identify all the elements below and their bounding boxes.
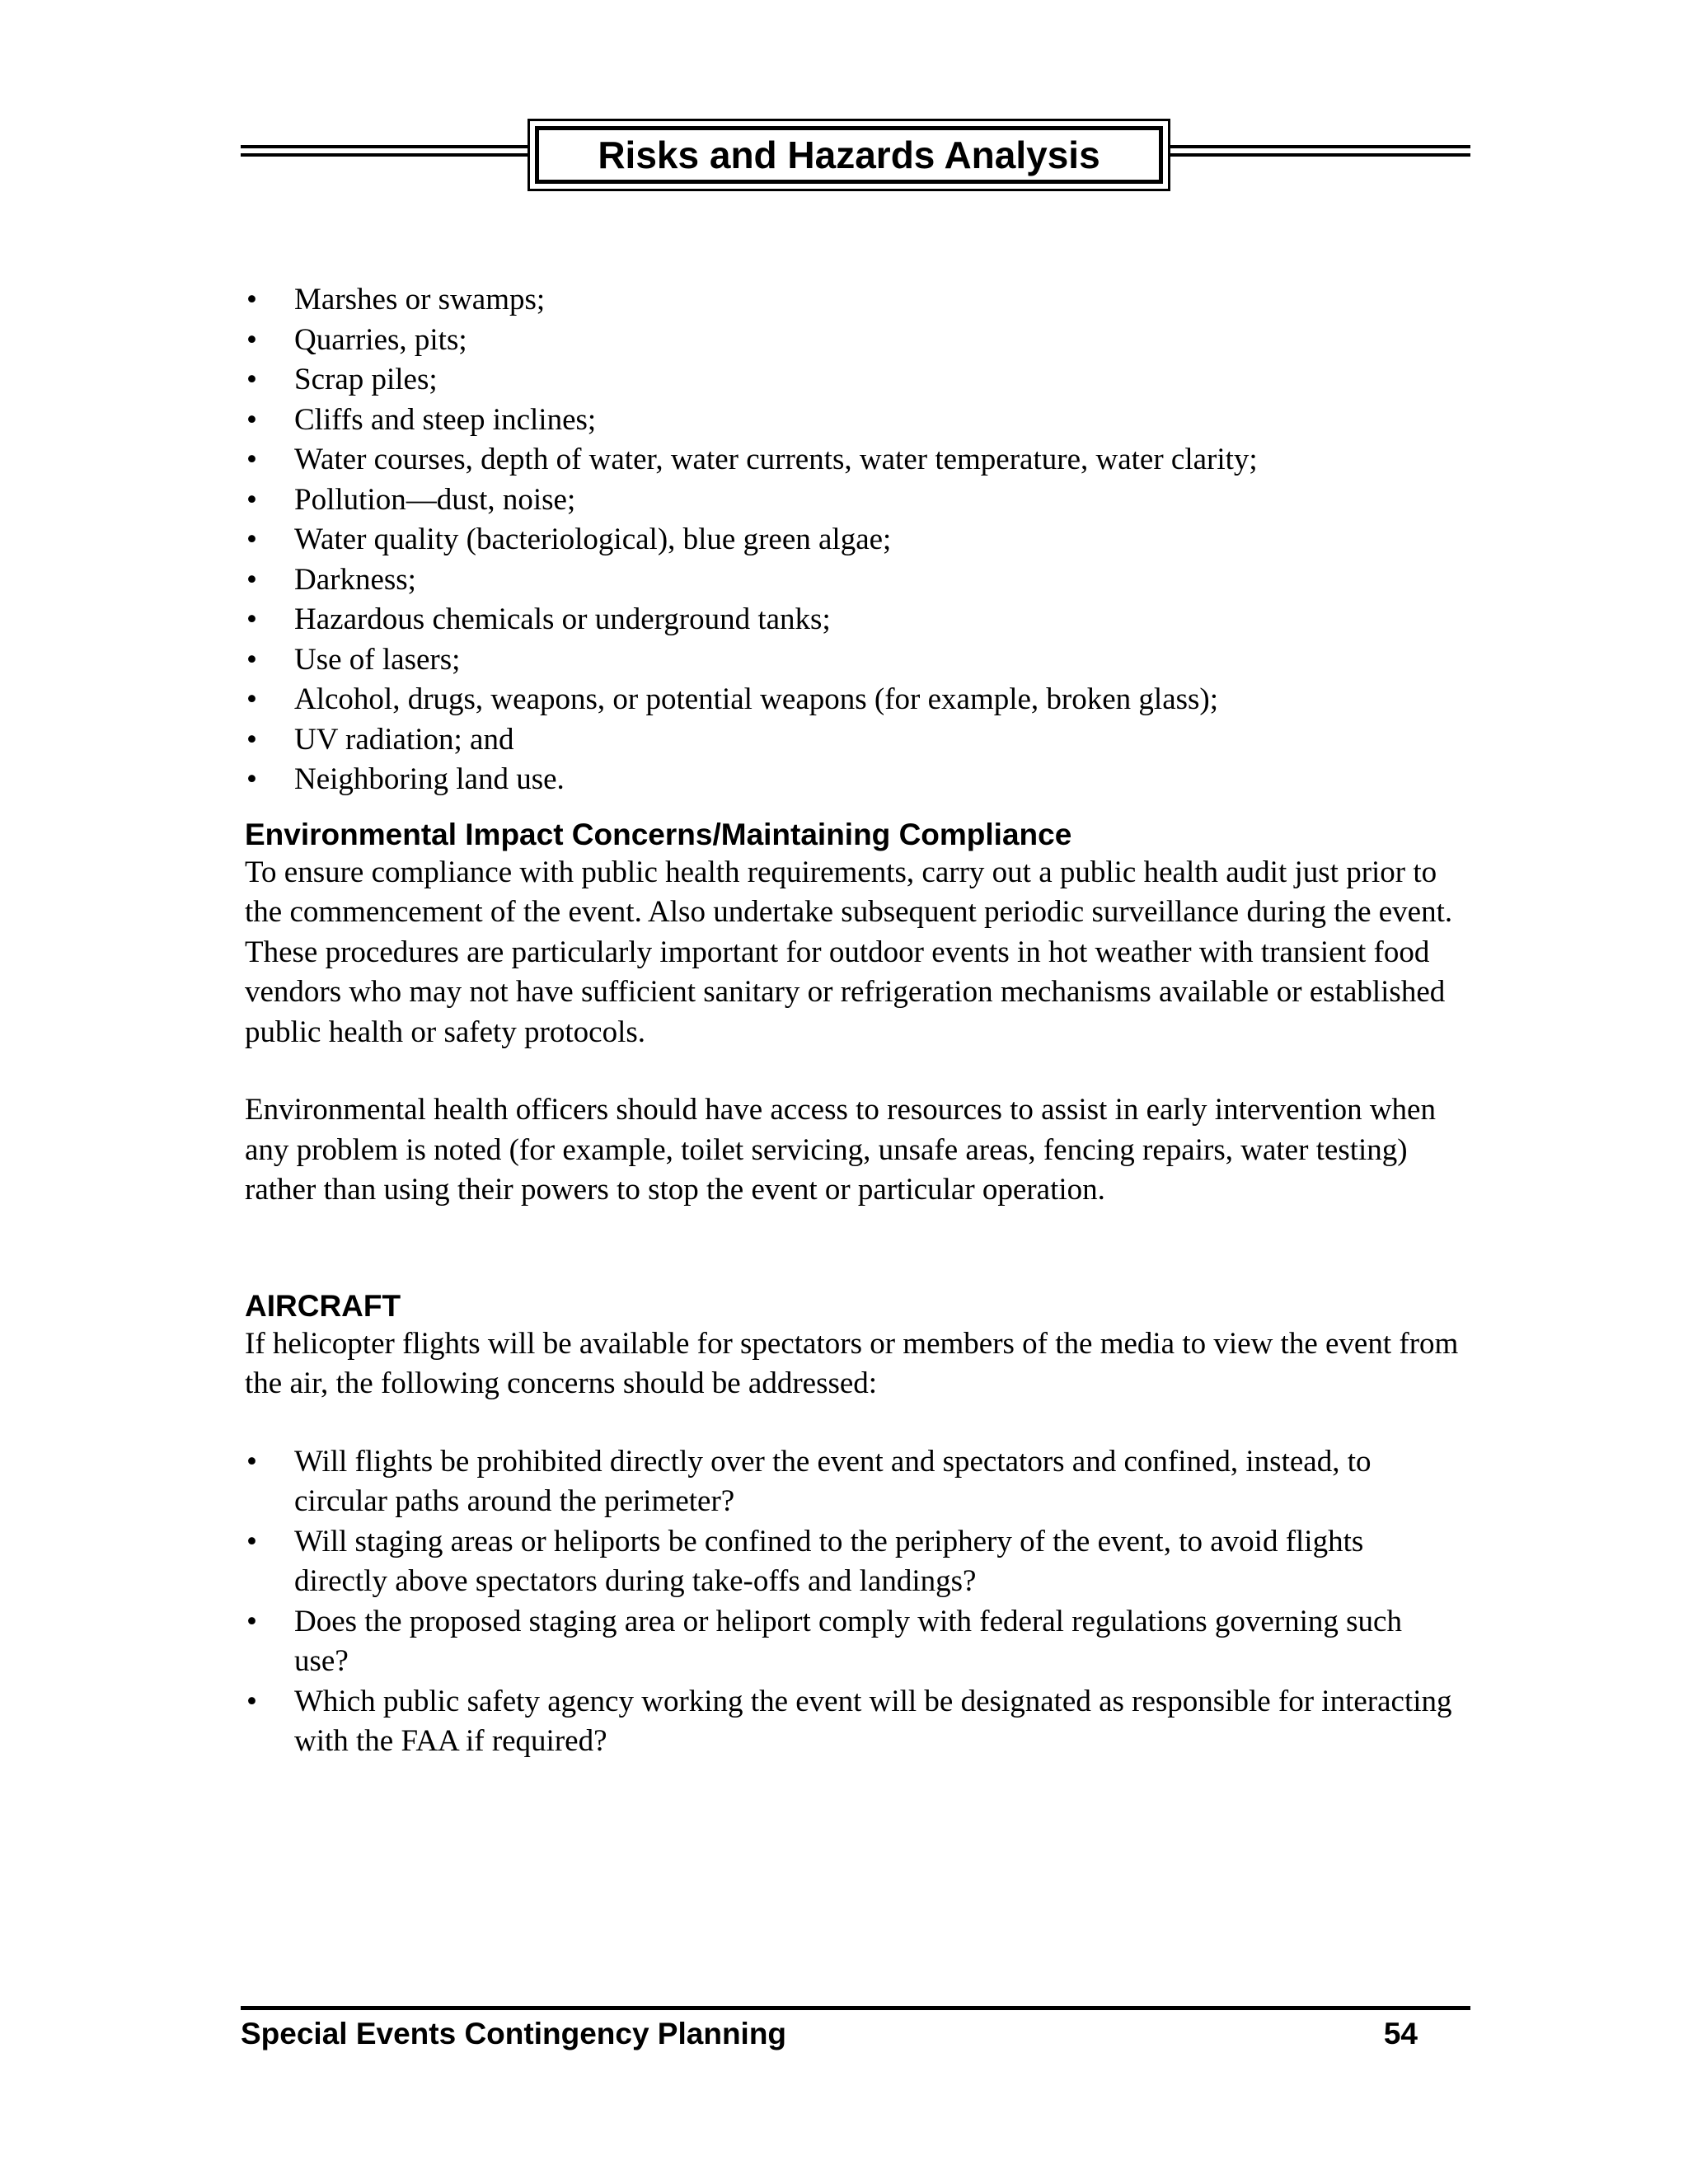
bullet-icon: • bbox=[246, 562, 257, 597]
hazards-list bbox=[245, 280, 1465, 800]
list-item bbox=[245, 440, 1465, 480]
list-item-text: Does the proposed staging area or heliport comply with federal regulations governing such use? bbox=[294, 1604, 1402, 1678]
list-item bbox=[245, 280, 1465, 321]
page-title: Risks and Hazards Analysis bbox=[535, 126, 1163, 184]
bullet-icon: • bbox=[246, 402, 257, 437]
bullet-icon: • bbox=[246, 283, 257, 316]
list-item-text: Water courses, depth of water, water currents, water temperature, water clarity; bbox=[294, 443, 1258, 476]
header-rule-left bbox=[241, 153, 528, 157]
list-item-text: Hazardous chemicals or underground tanks; bbox=[294, 602, 831, 636]
list-item-text: Use of lasers; bbox=[294, 642, 461, 677]
list-item-text: Marshes or swamps; bbox=[294, 283, 546, 316]
bullet-icon: • bbox=[246, 762, 257, 796]
bullet-icon: • bbox=[246, 1684, 257, 1718]
list-item bbox=[245, 1682, 1456, 1762]
bullet-icon: • bbox=[246, 363, 257, 396]
list-item-text: Will staging areas or heliports be confined to the periphery of the event, to avoid flights directly above spectators during take-offs and landings? bbox=[294, 1524, 1364, 1598]
list-item bbox=[245, 560, 1465, 601]
list-item-text: Scrap piles; bbox=[294, 363, 438, 396]
list-item bbox=[245, 321, 1465, 361]
bullet-icon: • bbox=[246, 1604, 257, 1638]
list-item-text: Alcohol, drugs, weapons, or potential weapons (for example, broken glass); bbox=[294, 682, 1219, 716]
list-item bbox=[245, 760, 1465, 800]
list-item bbox=[245, 1522, 1456, 1602]
environmental-paragraph: To ensure compliance with public health requirements, carry out a public health audit just prior to the commencement of the event. Also undertake subsequent periodic surveillance during the event. These procedures are particularly important for outdoor events in hot weather with transient food vendors who may not have sufficient sanitary or refrigeration mechanisms available or established public health or safety protocols. bbox=[245, 855, 1453, 1049]
page-header bbox=[241, 117, 1470, 201]
list-item-text: Will flights be prohibited directly over the event and spectators and confined, instead, to circular paths around the perimeter? bbox=[294, 1444, 1372, 1518]
environmental-paragraph: Environmental health officers should have access to resources to assist in early intervention when any problem is noted (for example, toilet servicing, unsafe areas, fencing repairs, water testing) rather than using their powers to stop the event or particular operation. bbox=[245, 1093, 1436, 1207]
bullet-icon: • bbox=[246, 722, 257, 757]
bullet-icon: • bbox=[246, 1444, 257, 1479]
page-number: 54 bbox=[1383, 2017, 1418, 2050]
bullet-icon: • bbox=[246, 1524, 257, 1558]
bullet-icon: • bbox=[246, 482, 257, 517]
environmental-heading: Environmental Impact Concerns/Maintaining Compliance bbox=[245, 817, 1072, 851]
header-rule-left bbox=[241, 145, 528, 148]
list-item bbox=[245, 1602, 1456, 1682]
list-item bbox=[245, 401, 1465, 441]
list-item-text: Neighboring land use. bbox=[294, 762, 565, 796]
list-item-text: Water quality (bacteriological), blue green algae; bbox=[294, 523, 892, 556]
bullet-icon: • bbox=[246, 682, 257, 716]
bullet-icon: • bbox=[246, 642, 257, 677]
list-item bbox=[245, 520, 1465, 560]
title-box bbox=[528, 119, 1170, 191]
list-item-text: Which public safety agency working the event will be designated as responsible for interacting with the FAA if required? bbox=[294, 1684, 1452, 1758]
list-item bbox=[245, 640, 1465, 681]
bullet-icon: • bbox=[246, 322, 257, 357]
bullet-icon: • bbox=[246, 523, 257, 556]
list-item bbox=[245, 680, 1465, 720]
header-rule-right bbox=[1170, 145, 1470, 148]
list-item-text: UV radiation; and bbox=[294, 722, 514, 757]
header-rule-right bbox=[1170, 153, 1470, 157]
bullet-icon: • bbox=[246, 602, 257, 636]
list-item-text: Darkness; bbox=[294, 562, 416, 597]
aircraft-list bbox=[245, 1442, 1456, 1762]
bullet-icon: • bbox=[246, 443, 257, 476]
footer-title: Special Events Contingency Planning bbox=[241, 2017, 787, 2050]
list-item bbox=[245, 1442, 1456, 1522]
list-item bbox=[245, 600, 1465, 640]
list-item-text: Cliffs and steep inclines; bbox=[294, 402, 597, 437]
list-item-text: Pollution—dust, noise; bbox=[294, 482, 576, 517]
page-footer bbox=[241, 2006, 1470, 2051]
page-content bbox=[245, 280, 1465, 1762]
aircraft-intro: If helicopter flights will be available for spectators or members of the media to view the event from the air, the following concerns should be addressed: bbox=[245, 1326, 1459, 1400]
aircraft-heading: AIRCRAFT bbox=[245, 1288, 401, 1323]
list-item bbox=[245, 720, 1465, 761]
list-item bbox=[245, 480, 1465, 521]
list-item bbox=[245, 360, 1465, 401]
footer-row bbox=[241, 2010, 1470, 2051]
list-item-text: Quarries, pits; bbox=[294, 322, 467, 357]
